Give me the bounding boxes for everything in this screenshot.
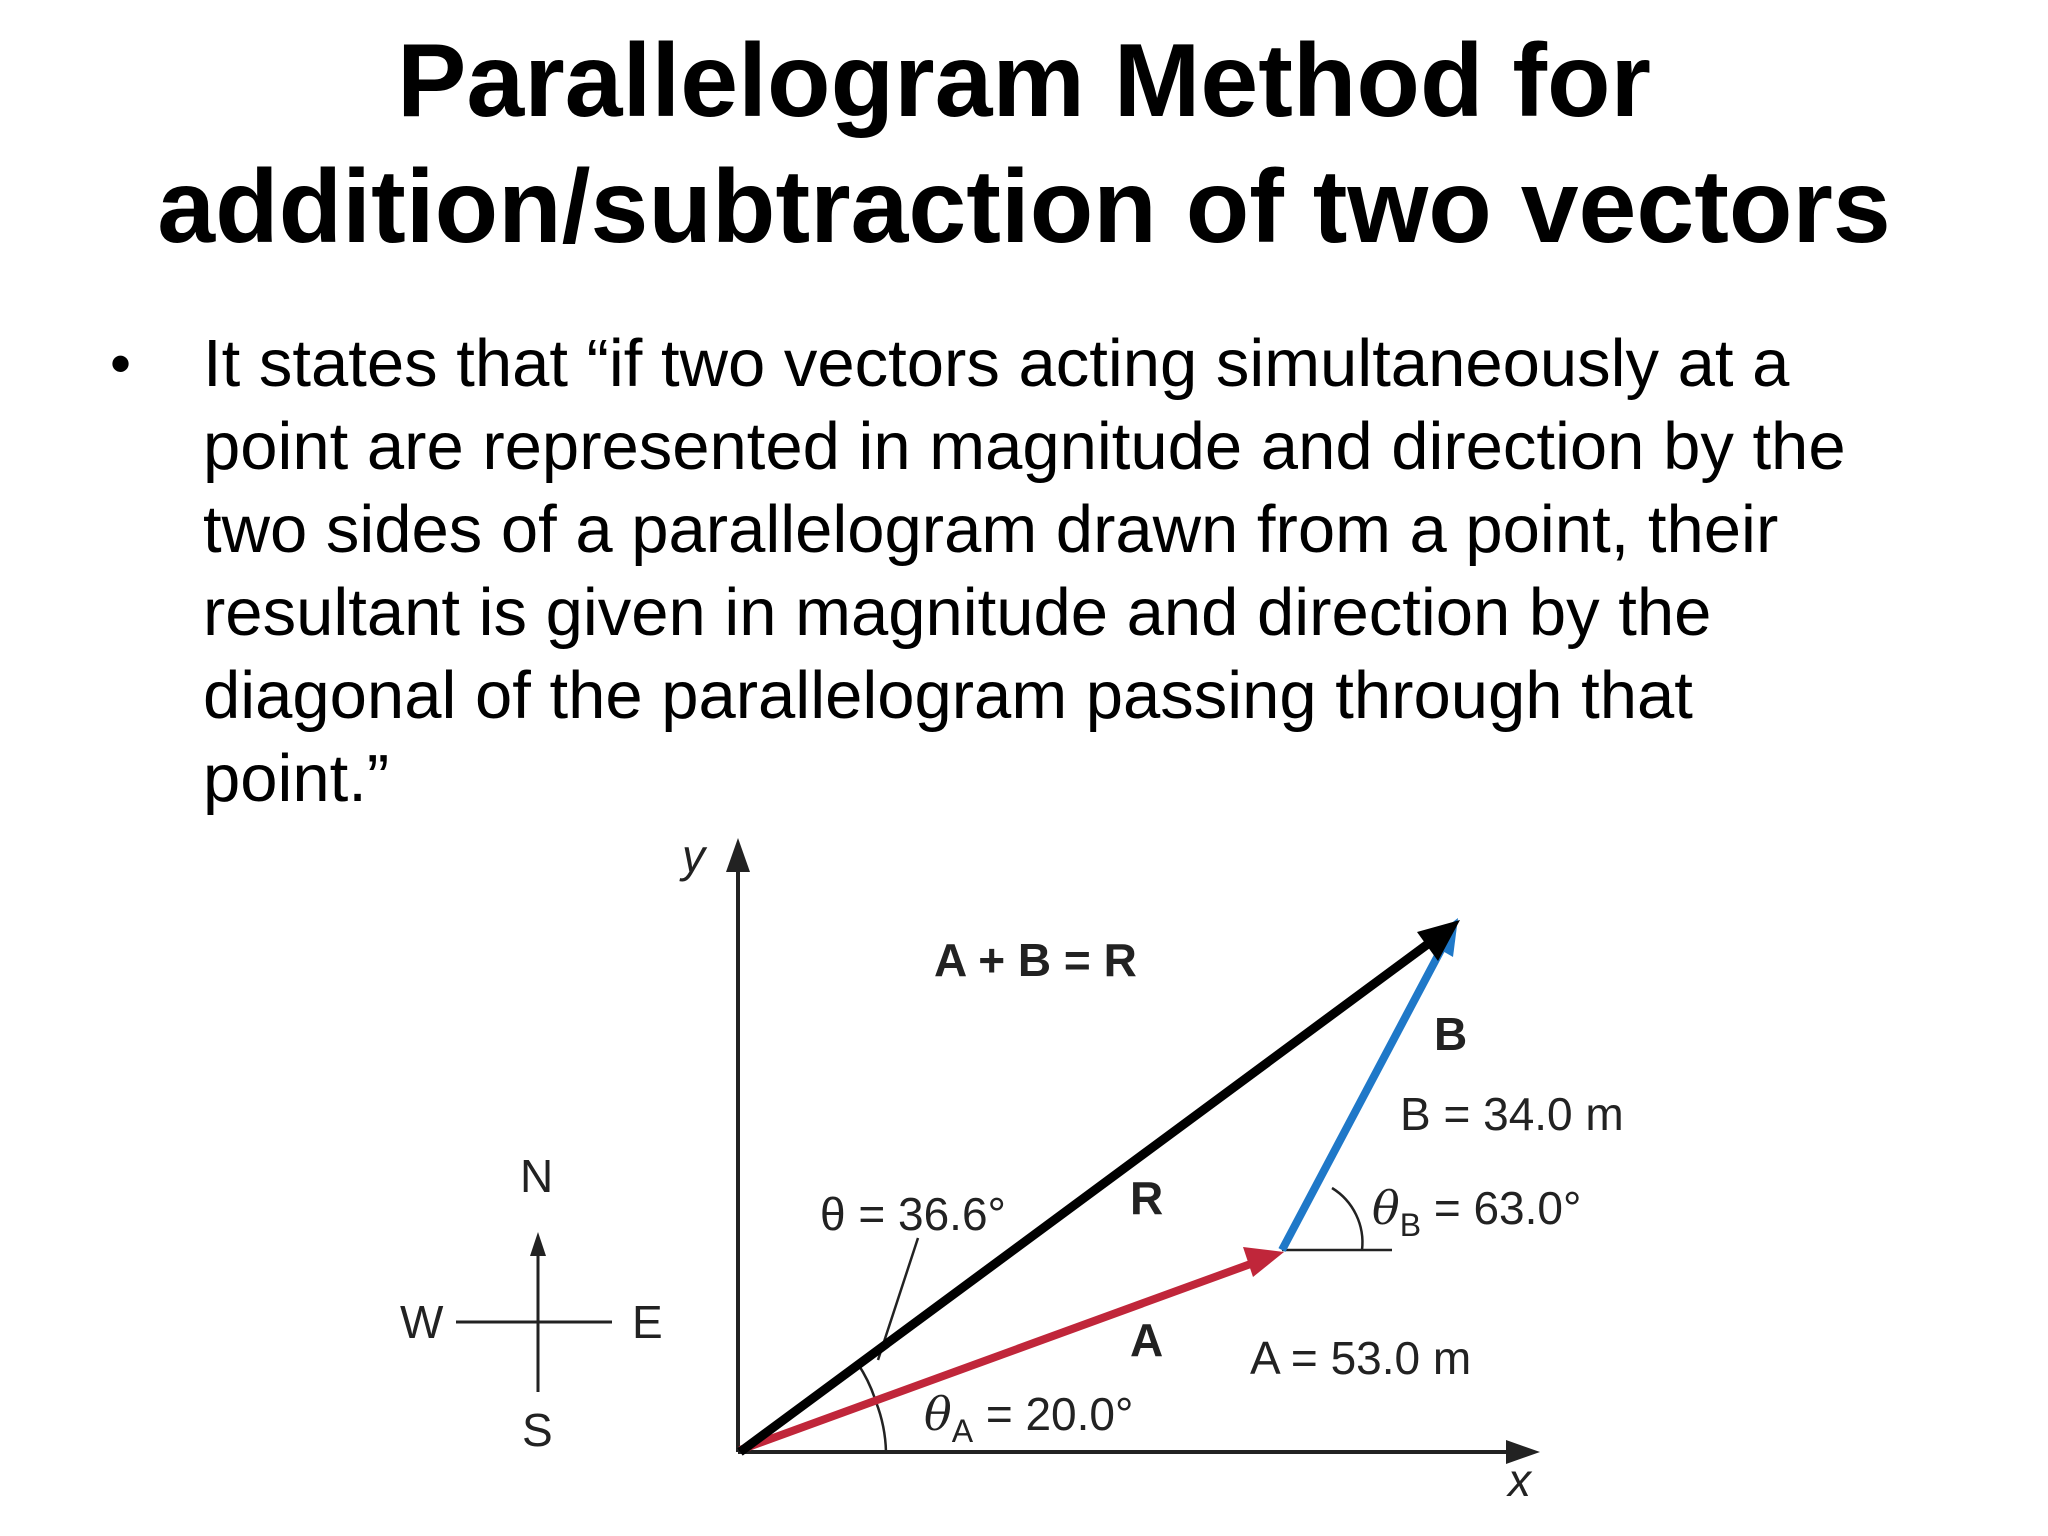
vector-b-label: B bbox=[1434, 1008, 1468, 1060]
vector-a-label: A bbox=[1130, 1314, 1164, 1366]
bullet-marker: • bbox=[110, 330, 132, 397]
slide-title-line-2: addition/subtraction of two vectors bbox=[157, 149, 1891, 265]
bullet-line-2: point are represented in magnitude and direction by the bbox=[203, 409, 1846, 484]
y-axis-arrowhead bbox=[726, 838, 750, 872]
theta-b-subscript: B bbox=[1399, 1207, 1422, 1243]
bullet-line-1: It states that “if two vectors acting simultaneously at a bbox=[203, 326, 1790, 401]
bullet-line-6: point.” bbox=[203, 741, 390, 816]
magnitude-b-label: B = 34.0 m bbox=[1400, 1088, 1624, 1140]
vector-labels bbox=[820, 934, 1624, 1449]
theta-b-symbol: θ bbox=[1372, 1181, 1400, 1235]
theta-b-value: = 63.0° bbox=[1421, 1182, 1582, 1234]
theta-a-value: = 20.0° bbox=[973, 1388, 1134, 1440]
theta-a-label bbox=[924, 1387, 1133, 1449]
theta-a-subscript: A bbox=[951, 1413, 974, 1449]
magnitude-a-label: A = 53.0 m bbox=[1250, 1332, 1472, 1384]
compass-east-label: E bbox=[632, 1296, 663, 1348]
theta-b-arc bbox=[1332, 1188, 1362, 1250]
compass-north-arrowhead bbox=[530, 1232, 546, 1256]
bullet-line-3: two sides of a parallelogram drawn from a point, their bbox=[203, 492, 1779, 567]
vector-r-label: R bbox=[1130, 1172, 1164, 1224]
theta-a-symbol: θ bbox=[924, 1387, 952, 1441]
theta-label: θ = 36.6° bbox=[820, 1188, 1006, 1240]
vector-a-arrowhead bbox=[1243, 1247, 1284, 1277]
bullet-line-5: diagonal of the parallelogram passing through that bbox=[203, 658, 1693, 733]
compass-rose bbox=[400, 1150, 663, 1456]
compass-north-label: N bbox=[520, 1150, 554, 1202]
compass-south-label: S bbox=[522, 1404, 553, 1456]
theta-r-arc bbox=[858, 1364, 876, 1402]
y-axis-label: y bbox=[682, 830, 705, 882]
compass-west-label: W bbox=[400, 1296, 444, 1348]
slide-title-line-1: Parallelogram Method for bbox=[397, 23, 1651, 139]
bullet-line-4: resultant is given in magnitude and direction by the bbox=[203, 575, 1712, 650]
theta-b-label bbox=[1372, 1181, 1581, 1243]
equation-label: A + B = R bbox=[934, 934, 1137, 986]
theta-a-arc bbox=[876, 1402, 886, 1452]
x-axis-label: x bbox=[1508, 1454, 1531, 1506]
